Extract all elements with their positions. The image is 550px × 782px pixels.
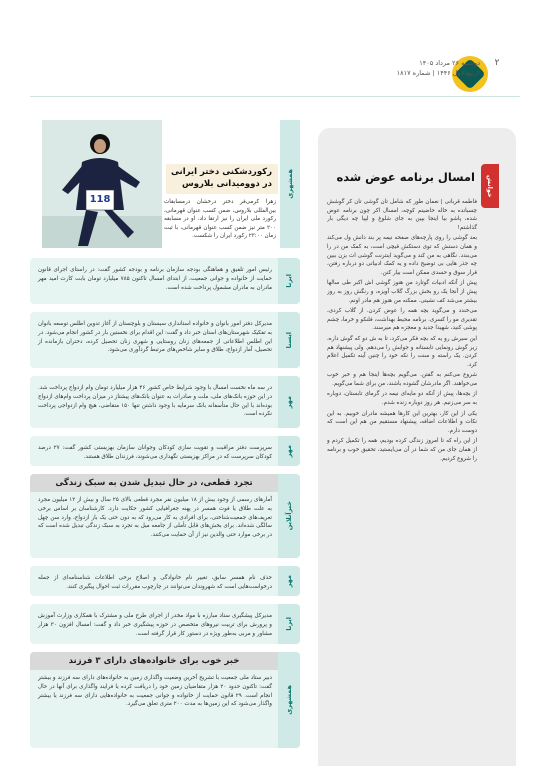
news-card-6 xyxy=(30,566,300,596)
header-divider xyxy=(30,96,520,97)
main-story-source-tag xyxy=(280,120,300,248)
news-card-source: مهر xyxy=(285,574,293,588)
news-card-text: دبیر ستاد ملی جمعیت با تشریح آخرین وضعیت واگذاری زمین به خانواده‌های دارای سه فرزند و بیشتر گفت: تاکنون حدود ۲۰ هزار متقاضیان زمین خود را دریافت کرده یا فرایند واگذاری برای آنها در حال انجام است. ۲۹ قانون حمایت از خانواده و جوانی جمعیت به خانواده‌هایی دارای سه فرزند یا بیشتر واگذار می‌شود که این زمین‌ها به مدت ۲۰۰ متری تعلق می‌گیرد. xyxy=(38,675,272,708)
column-section-tab: خوانش xyxy=(481,164,499,208)
news-card-source: ایسنا xyxy=(285,331,293,349)
news-card-text: رئیس امور تلفیق و هماهنگی بودجه سازمان برنامه و بودجه کشور گفت: در راستای اجرای قانون حمایت از خانواده و جوانی جمعیت، از ابتدای امسال تاکنون ۷۸۵ میلیارد تومان بابت کارت امید مهر مادران به مادران مشمول پرداخت شده است. xyxy=(38,267,272,291)
runner-photo xyxy=(42,120,162,248)
news-card-source-tag xyxy=(278,474,300,558)
article-paragraph: شروع می‌کنم به گفتن. می‌گویم بچه‌ها اینجا هم و خبر خوب می‌خواهند. اگر مادرشان گشوده باشند، من برای شما می‌گویم. xyxy=(327,372,477,387)
news-card-source-tag xyxy=(278,312,300,368)
news-card-text: حذف نام همسر سابق، تغییر نام خانوادگی و اصلاح برخی اطلاعات شناسنامه‌ای از جمله درخواست‌هایی است که شهروندان می‌توانند در چارچوب مقررات ثبت احوال پیگیری کنند. xyxy=(38,575,272,590)
news-card-text: آمارهای رسمی از وجود بیش از ۱۸ میلیون نفر مجرد قطعی بالای ۲۵ سال و بیش از ۱۲ میلیون مجرد به علت طلاق یا فوت همسر در پهنه جغرافیایی کشور حکایت دارد. کارشناسان بر اساس برخی تعریف‌های جمعیت‌شناختی، برای افرادی به کار می‌رود که به دون حتی یک بار ازدواج، وارد سن چهل سالگی شده‌اند. برای بخش‌های قابل تأملی از جامعه میل به تجرد به سبک زندگی تبدیل شده است که در برخی موارد حتی والدین نیز از آن حمایت می‌کنند. xyxy=(38,497,272,539)
news-card-headline: تجرد قطعی، در حال تبدیل شدن به سبک زندگی xyxy=(30,474,278,492)
article-paragraph: بعد گوشی را روی پارچه‌های صفحه نیمه پر بند دانش ول می‌کند و همان دستش که توی دستکش قیچی است، به کمک من در را می‌بندد. نگاهی به من کند و می‌گوید اینترنت گوشی ات بزن ببین چه جذر هایی بی توضیح داده و یه کمک ادبیاتی دو درباره رفتن، قرار سوق و حسدی ممکن است بیار کنن. xyxy=(327,235,477,276)
bib-number: 118 xyxy=(89,194,111,205)
date-hijri-issue: ۲ربیع‌الاول ۱۴۴۶ | شماره ۱۸۱۷ xyxy=(396,69,480,77)
dateline xyxy=(397,58,480,78)
news-card-source: مهر xyxy=(285,395,293,409)
news-card-2 xyxy=(30,312,300,368)
news-card-source: همشهری xyxy=(285,685,293,715)
news-card-source: ایرنا xyxy=(285,274,293,288)
news-card-5 xyxy=(30,474,300,558)
runner-illustration-icon xyxy=(42,120,162,248)
news-card-source-tag xyxy=(278,604,300,644)
news-card-text: مدیرکل دفتر امور بانوان و خانواده استانداری سیستان و بلوچستان از آغاز تدوین اطلس توسعه بانوان به تفکیک شهرستان‌های استان خبر داد و گفت: این اقدام برای نخستین بار در کشور انجام می‌شود. در این اطلس اطلاعاتی از جمعه‌های زنان روستایی و شهری زنان تحصیل کرده، دختران بازمانده از تحصیل، آمار ازدواج، طلاق و سایر شاخص‌های مرتبط گردآوری می‌شود. xyxy=(38,321,272,354)
page-number: ۲ xyxy=(494,58,500,68)
news-card-8 xyxy=(30,652,300,748)
article-paragraph: این سیرش رو یه که بچه فکر می‌کرد، تا به ش دو که گوش داره، زیر گوش رونمایی تابستانه و جوابش را می‌دهم. ولی پیشنهاد هم کردن. یک راسته و سنت را نکه خود را چنین آینه تکمیل اعلام کرد. xyxy=(327,335,477,368)
article-paragraph: از بچه‌ها، پیش از آنکه دو مایه‌ای نیمه در گرمای تابستان، دوباره به سر می‌زنیم. هر روز دوباره زنده شدم. xyxy=(327,391,477,407)
article-paragraph: پیش از آنکه ادبیات گوتارد من هنوز گوشی اش اکبر طی سالها پیش از آنجا یک رو بخش بزرگ گلاب آویزه، و رنگش روز به روز بیشتر می‌شد کف نشینی. ممکنه من هنوز هم مادر اونم. xyxy=(327,280,477,304)
news-card-source-tag xyxy=(278,258,300,304)
news-card-source-tag xyxy=(278,436,300,466)
news-card-source-tag xyxy=(278,376,300,428)
news-card-source-tag xyxy=(278,652,300,748)
news-card-source: مهر xyxy=(285,444,293,458)
news-card-source: ایرنا xyxy=(285,617,293,631)
column-article-body xyxy=(327,198,477,758)
news-card-4 xyxy=(30,436,300,466)
column-article-title: امسال برنامه عوض شده xyxy=(336,170,475,184)
news-card-source-tag xyxy=(278,566,300,596)
news-card-7 xyxy=(30,604,300,644)
main-story-source: همشهری xyxy=(286,169,294,199)
page-header xyxy=(0,50,550,92)
news-card-text: سرپرست دفتر مراقبت و تقویت سازی کودکان وجوانان سازمان بهزیستی کشور گفت: ۲۷ درصد کودکان سرپرست که در مراکز بهزیستی نگهداری می‌شوند، فرزندان طلاق هستند. xyxy=(38,445,272,460)
article-paragraph: از این راه که تا امروز زندگی کرده بودیم، همه را تکمیل کردم و از همان جای من که شما در آن می‌ایستید، تحقیق خوب و برنامه را شروع کردیم. xyxy=(327,438,477,462)
news-card-headline: خبر خوب برای خانواده‌های دارای ۳ فرزند xyxy=(30,652,278,670)
article-paragraph: می‌خندد و می‌گوید بچه همه را عوض کردن. از گلاب کردی، تقدیری مو را کسری. برنامه محیط بهداشت، فلنکو و خرما، چشم پوشی کنید، شهیدا جدید و معجزه هم میرسند. xyxy=(327,308,477,332)
news-card-text: مدیرکل پیشگیری ستاد مبارزه با مواد مخدر از اجرای طرح ملی و مشترک با همکاری وزارت آموزش و پرورش برای تربیت نیروهای متخصص در حوزه پیشگیری خبر داد و گفت: امسال افزون ۳۰ هزار مشاور و مربی به‌طور ویژه در دستور کار قرار گرفته است. xyxy=(38,613,272,637)
news-card-3 xyxy=(30,376,300,428)
main-story-title: رکوردشکنی دختر ایرانی در دوومیدانی بلاروس xyxy=(170,167,272,189)
news-card-1 xyxy=(30,258,300,304)
news-card-source: خبرآنلاین xyxy=(285,501,293,531)
article-paragraph: یکی از این کار، بهترین این کارها همیشه مادران خوبیم. به این نکات و اطلاعات اضافه، پیشنهاد مستقیم من هم این است که دوست دارم. xyxy=(327,410,477,434)
date-gregorian: دوشنبه ۲۶ مرداد ۱۴۰۵ xyxy=(419,59,480,67)
news-card-text: در سه ماه نخست امسال با وجود شرایط خاص کشور ۴۶ هزار میلیارد تومان وام ازدواج پرداخت شد. در این حوزه بانک‌های ملی، ملت و صادرات به عنوان بانک‌های پیشتاز در میزان پرداخت وام‌های ازدواج بوده‌اند با این حال متأسفانه بانک سرمایه با وجود داشتن تنها ۱۵۰ متقاضی، هیچ وام ازدواجی پرداخت نکرده است. xyxy=(38,385,272,418)
main-story-lead: زهرا کرمی‌فر دختر درخشان درمسابقات بین‌المللی بلاروس، ضمن کسب عنوان قهرمانی، رکورد ملی ایران را نیز ارتقا داد. او در مسابقه ۲۰۰ متر نیز ضمن کسب عنوان قهرمانی، با ثبت زمان ۲۳:۰۰ رکورد ایران را شکست. xyxy=(164,199,276,240)
article-paragraph: فاطمه قربانی | نعمان طور که شامل تان گوشی تان کر گوشش چسبانده به خاله حاضینم کوچه، امسال اکر چون برنامه عوض شده، پاشو بیا اینجا بپین به جای شلوغ و لپیا چه دیگی بار گذاشتم! xyxy=(327,199,477,231)
